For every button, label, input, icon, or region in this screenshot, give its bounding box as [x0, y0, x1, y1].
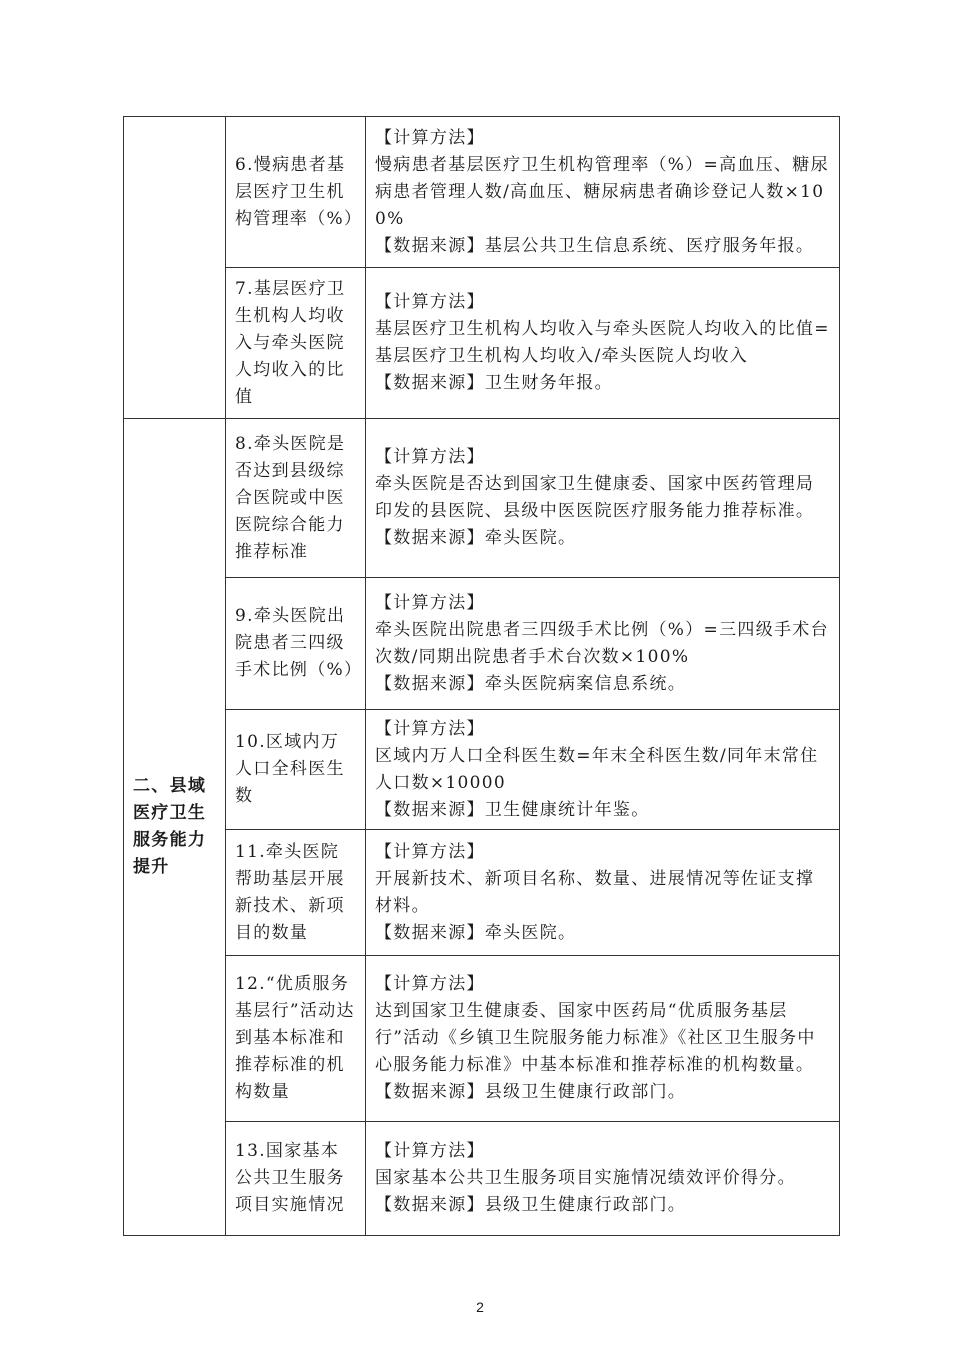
- table-row: [124, 830, 840, 956]
- method-text: 牵头医院出院患者三四级手术比例（%）=三四级手术台次数/同期出院患者手术台次数×100%: [375, 619, 829, 667]
- source-text: 县级卫生健康行政部门。: [484, 1195, 687, 1215]
- indicator-description: [366, 419, 840, 578]
- source-header: 【数据来源】: [375, 1195, 485, 1215]
- table-row: [124, 268, 840, 419]
- category-cell-continued: [124, 117, 226, 419]
- table-row: [124, 117, 840, 268]
- source-text: 基层公共卫生信息系统、医疗服务年报。: [484, 235, 815, 256]
- indicator-name: 6.慢病患者基层医疗卫生机构管理率（%）: [226, 117, 366, 268]
- indicator-description: [366, 710, 840, 830]
- method-text: 基层医疗卫生机构人均收入与牵头医院人均收入的比值=基层医疗卫生机构人均收入/牵头医院人均收入: [375, 319, 830, 366]
- method-text: 区域内万人口全科医生数=年末全科医生数/同年末常住人口数×10000: [375, 745, 819, 793]
- source-text: 卫生财务年报。: [484, 373, 613, 393]
- indicator-description: [366, 117, 840, 268]
- method-header: 【计算方法】: [375, 1141, 485, 1161]
- page-number: 2: [476, 1299, 484, 1315]
- indicator-description: [366, 830, 840, 956]
- category-cell: 二、县域医疗卫生服务能力提升: [124, 419, 226, 1236]
- method-text: 慢病患者基层医疗卫生机构管理率（%）=高血压、糖尿病患者管理人数/高血压、糖尿病患者确诊登记人数×100%: [375, 154, 829, 229]
- source-header: 【数据来源】: [375, 922, 485, 943]
- indicator-name: 9.牵头医院出院患者三四级手术比例（%）: [226, 578, 366, 710]
- source-header: 【数据来源】: [375, 799, 485, 820]
- source-text: 县级卫生健康行政部门。: [484, 1082, 687, 1102]
- indicator-name: 8.牵头医院是否达到县级综合医院或中医医院综合能力推荐标准: [226, 419, 366, 578]
- indicator-name: 11.牵头医院帮助基层开展新技术、新项目的数量: [226, 830, 366, 956]
- indicator-description: [366, 578, 840, 710]
- source-header: 【数据来源】: [375, 235, 485, 256]
- source-header: 【数据来源】: [375, 373, 485, 393]
- method-header: 【计算方法】: [375, 974, 485, 994]
- indicator-name: 10.区域内万人口全科医生数: [226, 710, 366, 830]
- source-header: 【数据来源】: [375, 1082, 485, 1102]
- table-row: [124, 578, 840, 710]
- indicator-name: 7.基层医疗卫生机构人均收入与牵头医院人均收入的比值: [226, 268, 366, 419]
- method-header: 【计算方法】: [375, 592, 485, 613]
- source-text: 牵头医院病案信息系统。: [484, 673, 687, 694]
- indicator-table: [123, 116, 840, 1236]
- indicator-name: 12.“优质服务基层行”活动达到基本标准和推荐标准的机构数量: [226, 956, 366, 1122]
- table-row: [124, 956, 840, 1122]
- indicator-description: [366, 956, 840, 1122]
- indicator-name: 13.国家基本公共卫生服务项目实施情况: [226, 1122, 366, 1236]
- table-row: [124, 1122, 840, 1236]
- method-header: 【计算方法】: [375, 718, 485, 739]
- source-header: 【数据来源】: [375, 673, 485, 694]
- method-header: 【计算方法】: [375, 447, 485, 467]
- source-header: 【数据来源】: [375, 528, 485, 548]
- method-header: 【计算方法】: [375, 841, 485, 862]
- source-text: 牵头医院。: [484, 528, 577, 548]
- method-header: 【计算方法】: [375, 292, 485, 312]
- indicator-description: [366, 1122, 840, 1236]
- table-row: [124, 710, 840, 830]
- indicator-description: [366, 268, 840, 419]
- method-text: 牵头医院是否达到国家卫生健康委、国家中医药管理局印发的县医院、县级中医医院医疗服务能力推荐标准。: [375, 474, 815, 521]
- method-header: 【计算方法】: [375, 127, 485, 148]
- method-text: 国家基本公共卫生服务项目实施情况绩效评价得分。: [375, 1168, 796, 1188]
- table-row: [124, 419, 840, 578]
- method-text: 开展新技术、新项目名称、数量、进展情况等佐证支撑材料。: [375, 868, 815, 916]
- source-text: 牵头医院。: [484, 922, 577, 943]
- method-text: 达到国家卫生健康委、国家中医药局“优质服务基层行”活动《乡镇卫生院服务能力标准》《社区卫生服务中心服务能力标准》中基本标准和推荐标准的机构数量。: [375, 1001, 816, 1075]
- source-text: 卫生健康统计年鉴。: [484, 799, 650, 820]
